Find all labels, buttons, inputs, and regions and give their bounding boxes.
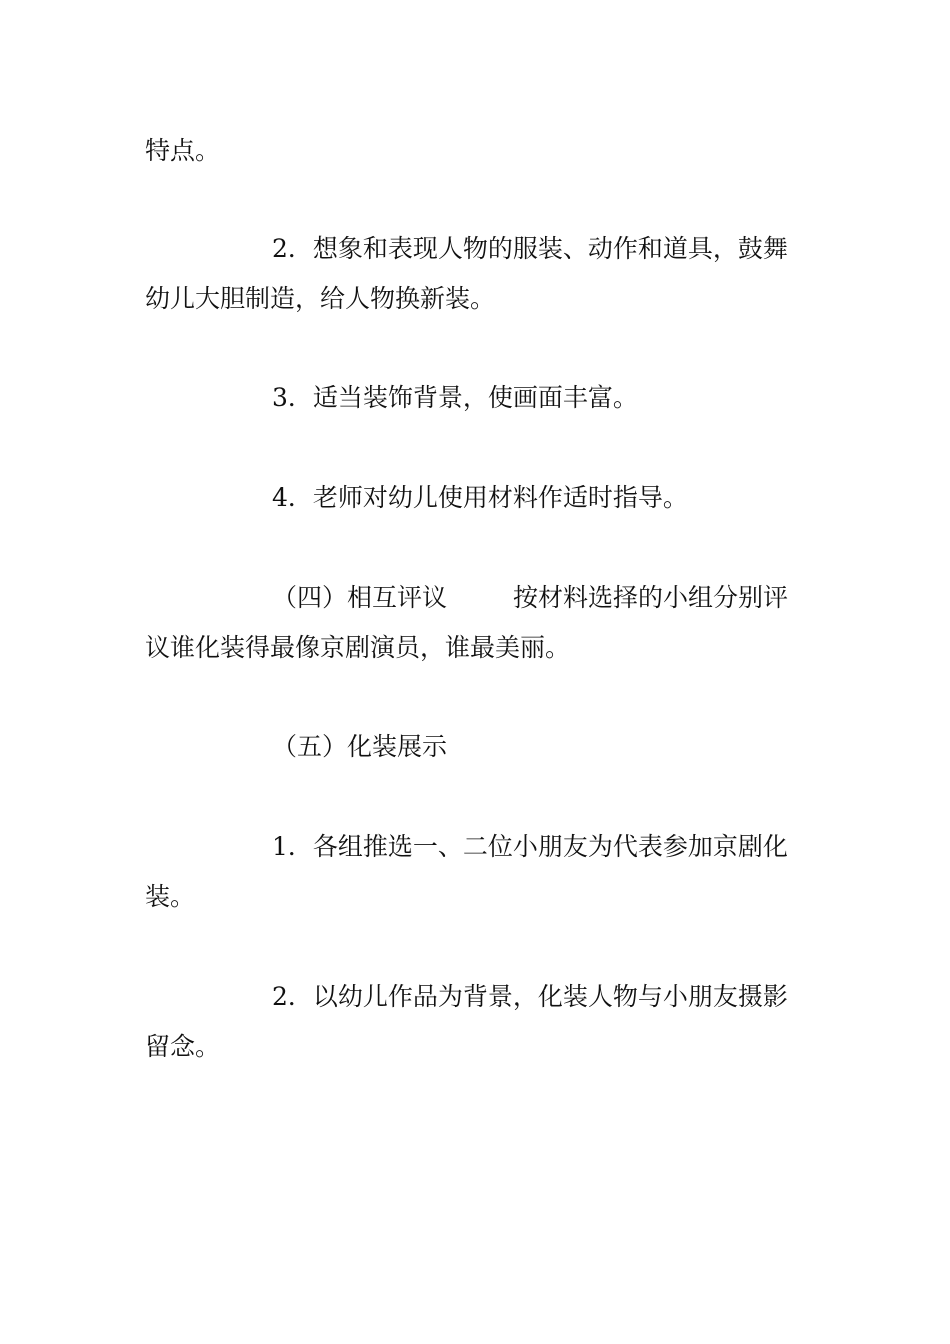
text-line-2: 2．想象和表现人物的服装、动作和道具，鼓舞 <box>272 234 788 263</box>
text-line-5: 4．老师对幼儿使用材料作适时指导。 <box>272 483 688 512</box>
text-line-10: 装。 <box>145 882 196 911</box>
text-line-6 <box>272 583 788 613</box>
section-heading-5: （五）化装展示 <box>272 732 448 761</box>
section-4-text: 按材料选择的小组分别评 <box>513 583 789 612</box>
text-line-4: 3．适当装饰背景，使画面丰富。 <box>272 383 638 412</box>
section-heading-4: （四）相互评议 <box>272 583 448 612</box>
text-line-12: 留念。 <box>145 1032 221 1061</box>
text-line-1: 特点。 <box>145 136 221 165</box>
text-line-7: 议谁化装得最像京剧演员，谁最美丽。 <box>145 633 571 662</box>
text-line-9: 1．各组推选一、二位小朋友为代表参加京剧化 <box>272 832 788 861</box>
text-line-11: 2．以幼儿作品为背景，化装人物与小朋友摄影 <box>272 982 788 1011</box>
text-line-3: 幼儿大胆制造，给人物换新装。 <box>145 284 496 313</box>
